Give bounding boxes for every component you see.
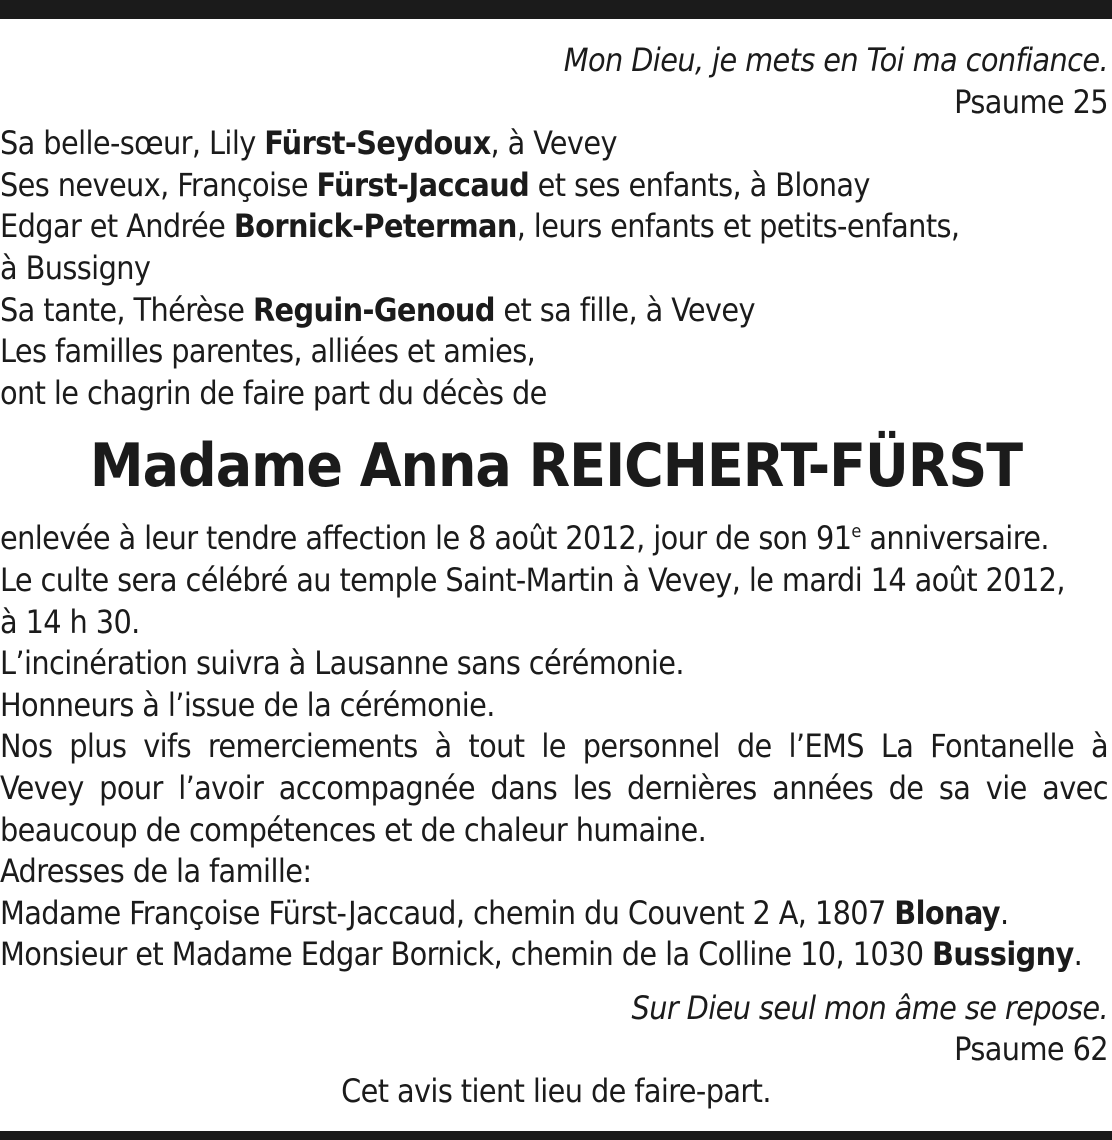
address-city: Bussigny [932,935,1074,974]
obituary-notice [0,40,1112,1113]
thanks-paragraph: Nos plus vifs remerciements à tout le personnel de l’EMS La Fontanelle à Vevey pour l’avoir accompagnée dans les dernières années de sa vie avec beaucoup de compétences et de chaleur humaine. [0,727,1108,849]
family-line: Sa tante, Thérèse Reguin-Genoud et sa fille, à Vevey [0,290,755,329]
family-line: Les familles parentes, alliées et amies, [0,332,536,371]
addresses-label: Adresses de la famille: [0,852,312,891]
top-rule [0,0,1112,19]
passing-line: enlevée à leur tendre affection le 8 août 2012, jour de son 91e anniversaire. [0,519,1049,558]
notice-details [0,518,1112,976]
deceased-name: Madame Anna REICHERT-FÜRST [89,431,1023,502]
family-name: Fürst-Seydoux [264,124,491,163]
family-line: Ses neveux, Françoise Fürst-Jaccaud et ses enfants, à Blonay [0,165,870,204]
family-list [0,123,1112,414]
family-line: Sa belle-sœur, Lily Fürst-Seydoux, à Vevey [0,124,617,163]
honours-line: Honneurs à l’issue de la cérémonie. [0,685,495,724]
spacer [0,976,1112,988]
epigraph-source-bottom: Psaume 62 [954,1030,1108,1069]
family-line: à Bussigny [0,248,151,287]
service-line: Le culte sera célébré au temple Saint-Martin à Vevey, le mardi 14 août 2012, [0,560,1065,599]
family-name: Bornick-Peterman [233,207,517,246]
bottom-rule [0,1131,1112,1140]
epigraph-quote-top: Mon Dieu, je mets en Toi ma confiance. [563,41,1108,79]
epigraph-quote-bottom: Sur Dieu seul mon âme se repose. [631,988,1108,1027]
address-line: Madame Françoise Fürst-Jaccaud, chemin du Couvent 2 A, 1807 Blonay. [0,893,1009,932]
closing-line: Cet avis tient lieu de faire-part. [341,1072,771,1111]
family-name: Reguin-Genoud [252,290,495,329]
service-time-line: à 14 h 30. [0,602,140,641]
address-city: Blonay [894,893,1000,932]
epigraph-source-top: Psaume 25 [954,82,1108,121]
family-line: Edgar et Andrée Bornick-Peterman, leurs enfants et petits-enfants, [0,207,960,246]
address-line: Monsieur et Madame Edgar Bornick, chemin de la Colline 10, 1030 Bussigny. [0,935,1083,974]
family-name: Fürst-Jaccaud [316,165,530,204]
family-line: ont le chagrin de faire part du décès de [0,373,547,412]
cremation-line: L’incinération suivra à Lausanne sans cérémonie. [0,644,684,683]
